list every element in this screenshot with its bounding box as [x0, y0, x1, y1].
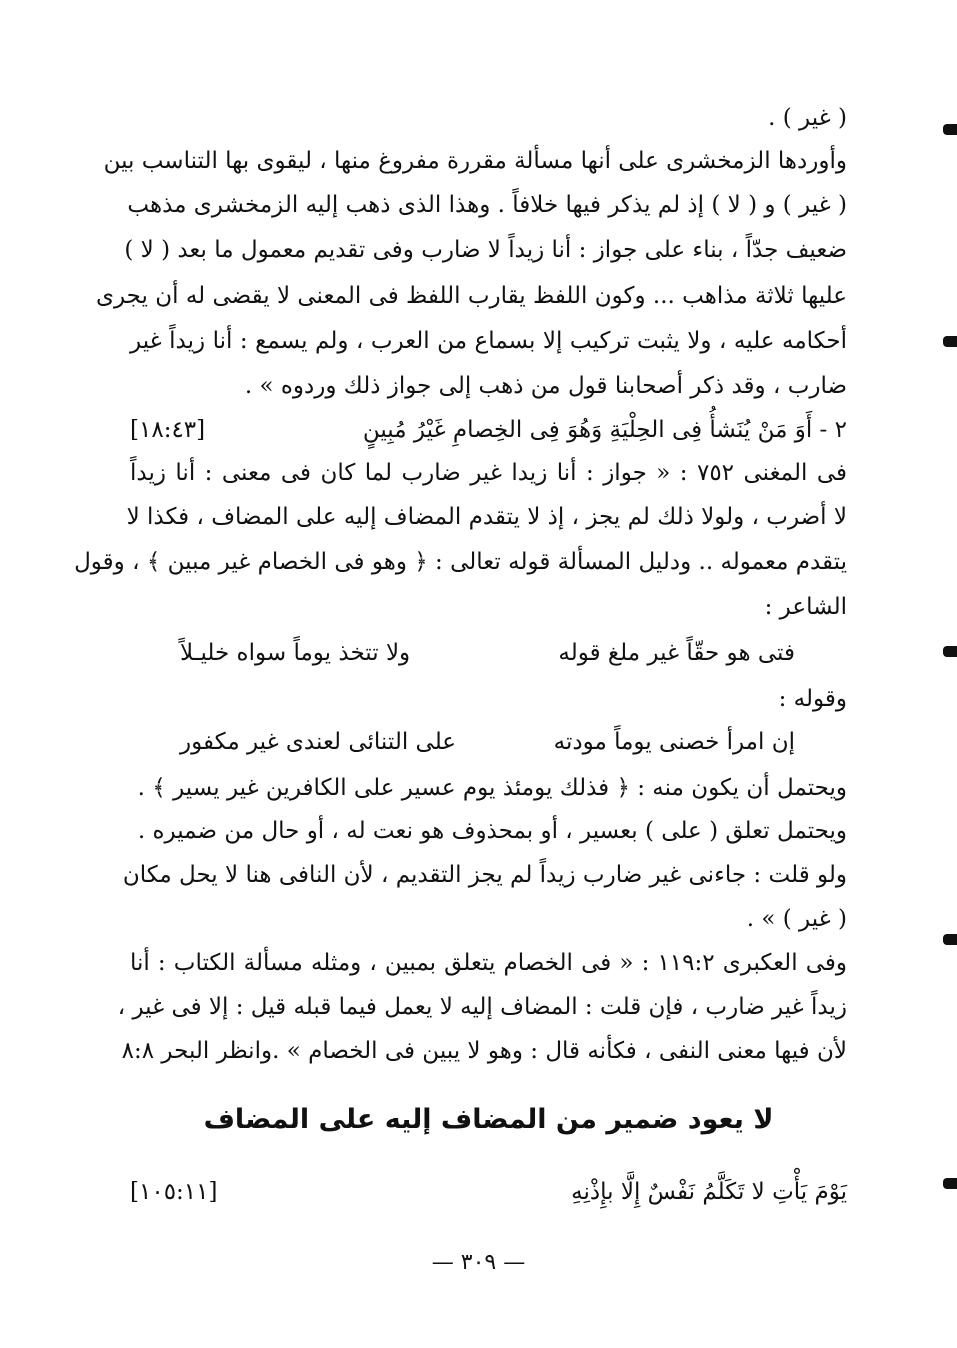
- verse-reference: [١٨:٤٣]: [130, 417, 206, 443]
- text-line: ( غير ) و ( لا ) إذ لم يذكر فيها خلافاً . وهذا الذى ذهب إليه الزمخشرى مذهب: [127, 192, 847, 218]
- text-line: ( غير ) » .: [746, 906, 847, 932]
- section-heading: لا يعود ضمير من المضاف إليه على المضاف: [203, 1104, 774, 1135]
- poem-first-hemistich: إن امرأ خصنى يوماً مودته: [553, 729, 795, 755]
- binding-mark-icon: [943, 336, 957, 347]
- text-line: وفى العكبرى ١١٩:٢ : « فى الخصام يتعلق بمبين ، ومثله مسألة الكتاب : أنا: [130, 950, 847, 976]
- text-line: وقوله :: [778, 686, 847, 712]
- text-line: ضارب ، وقد ذكر أصحابنا قول من ذهب إلى جواز ذلك وردوه » .: [244, 373, 847, 399]
- quran-verse-text: ٢ - أَوَ مَنْ يُنَشأُ فِى الحِلْيَةِ وَهُوَ فِى الخِصامِ غَيْرُ مُبِينٍ: [362, 417, 847, 443]
- text-line: الشاعر :: [764, 594, 847, 620]
- text-line: ويحتمل أن يكون منه : ﴿ فذلك يومئذ يوم عسير على الكافرين غير يسير ﴾ .: [137, 775, 847, 801]
- text-line: أحكامه عليه ، ولا يثبت تركيب إلا بسماع من العرب ، ولم يسمع : أنا زيداً غير: [130, 328, 847, 354]
- text-line: فى المغنى ٧٥٢ : « جواز : أنا زيدا غير ضارب لما كان فى معنى : أنا زيداً: [130, 460, 847, 486]
- text-line: ولو قلت : جاءنى غير ضارب زيداً لم يجز التقديم ، لأن النافى هنا لا يحل مكان: [122, 862, 847, 888]
- text-line: يتقدم معموله .. ودليل المسألة قوله تعالى : ﴿ وهو فى الخصام غير مبين ﴾ ، وقول: [74, 549, 847, 575]
- poem-second-hemistich: ولا تتخذ يوماً سواه خليـلاً: [180, 640, 411, 666]
- binding-mark-icon: [943, 934, 957, 945]
- page-number: — ٣٠٩ —: [431, 1250, 526, 1275]
- binding-mark-icon: [943, 124, 957, 135]
- text-line: ( غير ) .: [768, 105, 847, 131]
- quran-verse-text: يَوْمَ يَأْتِ لا تَكَلَّمُ نَفْسٌ إِلَّا بإِذْنِهِ: [571, 1179, 847, 1205]
- verse-reference: [١٠٥:١١]: [130, 1179, 218, 1205]
- text-line: ويحتمل تعلق ( على ) بعسير ، أو بمحذوف هو نعت له ، أو حال من ضميره .: [137, 818, 847, 844]
- text-line: لا أضرب ، ولولا ذلك لم يجز ، إذ لا يتقدم المضاف إليه على المضاف ، فكذا لا: [126, 504, 847, 530]
- text-line: عليها ثلاثة مذاهب ... وكون اللفظ يقارب اللفظ فى المعنى لا يقضى له أن يجرى: [95, 283, 847, 309]
- binding-mark-icon: [943, 646, 957, 657]
- text-line: وأوردها الزمخشرى على أنها مسألة مقررة مفروغ منها ، ليقوى بها التناسب بين: [103, 148, 847, 174]
- poem-second-hemistich: على التنائى لعندى غير مكفور: [180, 729, 457, 755]
- binding-mark-icon: [943, 1178, 957, 1189]
- poem-first-hemistich: فتى هو حقّاً غير ملغ قوله: [558, 640, 795, 666]
- text-line: لأن فيها معنى النفى ، فكأنه قال : وهو لا يبين فى الخصام » .وانظر البحر ٨:٨: [121, 1038, 847, 1064]
- text-line: ضعيف جدّاً ، بناء على جواز : أنا زيداً لا ضارب وفى تقديم معمول ما بعد ( لا ): [124, 237, 847, 263]
- text-line: زيداً غير ضارب ، فإن قلت : المضاف إليه لا يعمل فيما قبله قيل : إلا فى غير ،: [117, 994, 847, 1020]
